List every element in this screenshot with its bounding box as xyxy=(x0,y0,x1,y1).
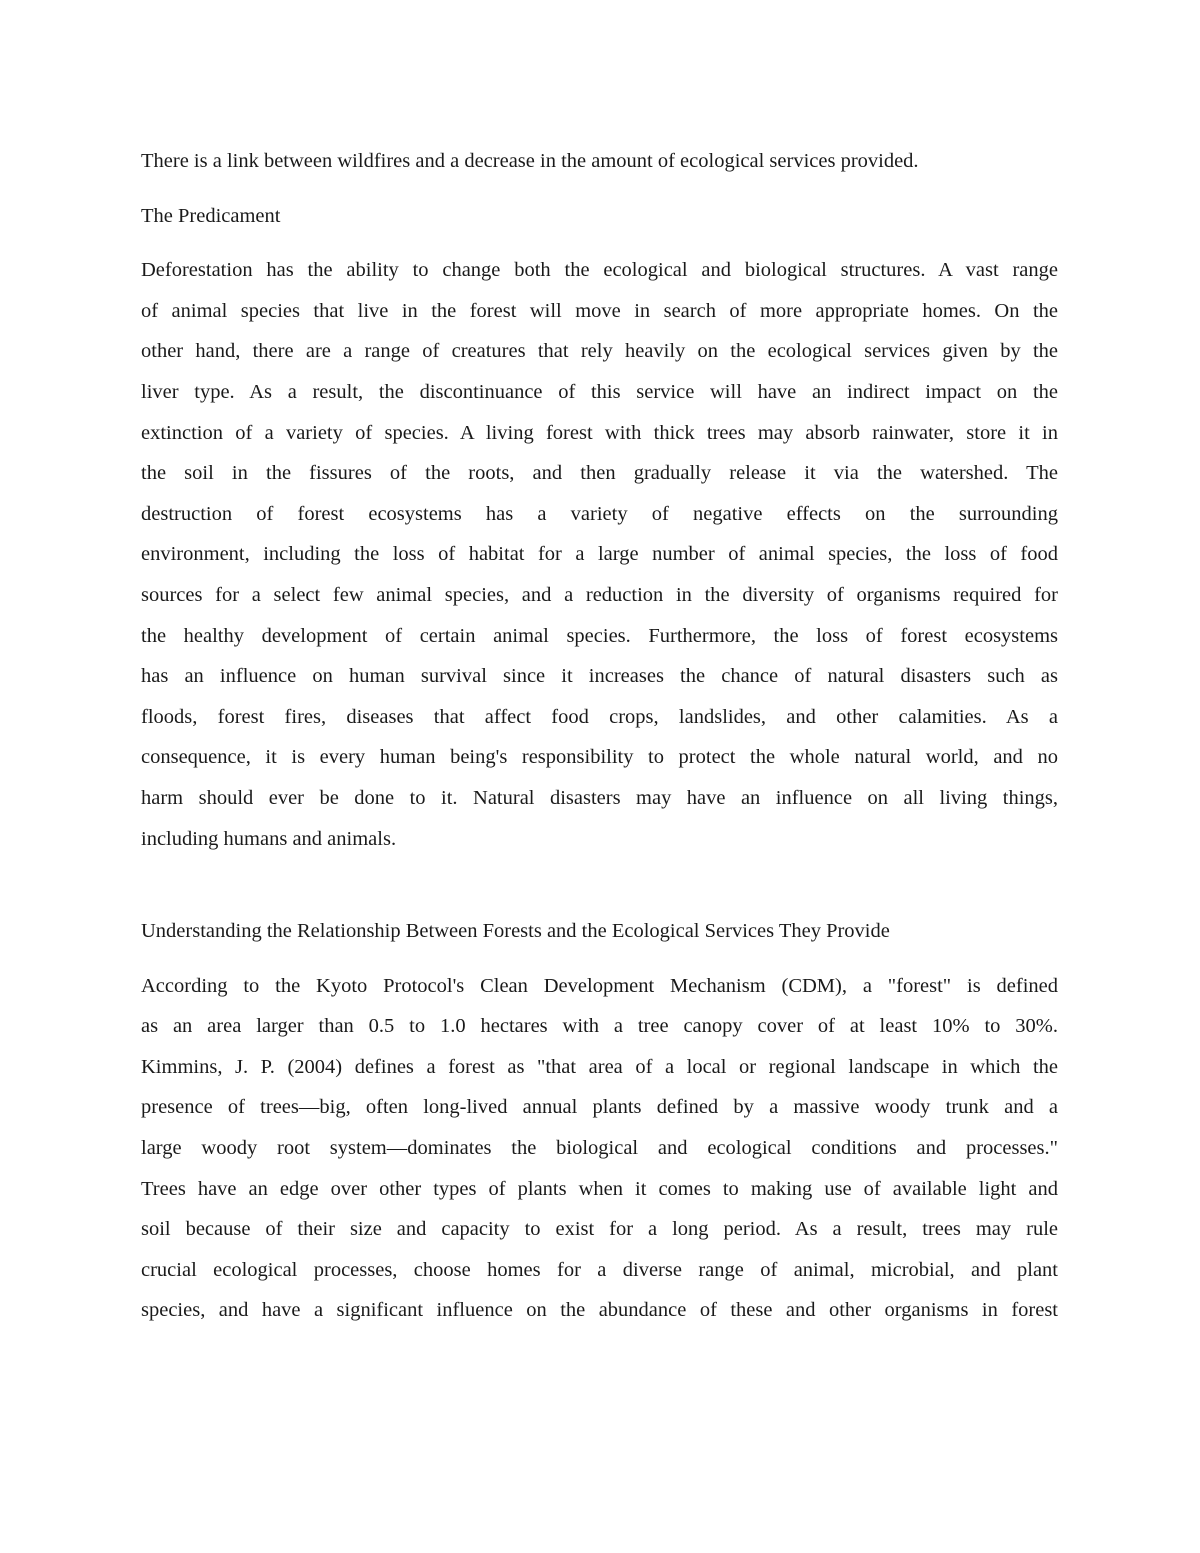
paragraph-line: including humans and animals. xyxy=(141,827,397,850)
paragraph-line: destruction of forest ecosystems has a variety of negative effects on the surrounding xyxy=(141,502,1058,525)
intro-sentence: There is a link between wildfires and a decrease in the amount of ecological services provided. xyxy=(141,150,919,172)
paragraph-line: Deforestation has the ability to change both the ecological and biological structures. A vast range xyxy=(141,259,1058,282)
paragraph-line: crucial ecological processes, choose homes for a diverse range of animal, microbial, and plant xyxy=(141,1258,1058,1281)
predicament-paragraph xyxy=(141,250,1058,859)
paragraph-line: extinction of a variety of species. A living forest with thick trees may absorb rainwater, store it in xyxy=(141,421,1058,444)
section-heading-predicament: The Predicament xyxy=(141,204,281,227)
section-heading-relationship: Understanding the Relationship Between Forests and the Ecological Services They Provide xyxy=(141,920,890,943)
paragraph-line: presence of trees—big, often long-lived annual plants defined by a massive woody trunk and a xyxy=(141,1096,1058,1119)
paragraph-line: the soil in the fissures of the roots, and then gradually release it via the watershed. The xyxy=(141,462,1058,485)
paragraph-line: Kimmins, J. P. (2004) defines a forest as "that area of a local or regional landscape in which the xyxy=(141,1055,1058,1078)
paragraph-line: large woody root system—dominates the biological and ecological conditions and processes." xyxy=(141,1137,1058,1160)
paragraph-line: as an area larger than 0.5 to 1.0 hectares with a tree canopy cover of at least 10% to 30%. xyxy=(141,1015,1058,1038)
document-body xyxy=(141,141,1058,1331)
paragraph-line: floods, forest fires, diseases that affect food crops, landslides, and other calamities. As a xyxy=(141,705,1058,728)
paragraph-line: liver type. As a result, the discontinuance of this service will have an indirect impact on the xyxy=(141,380,1058,403)
paragraph-line: other hand, there are a range of creatures that rely heavily on the ecological services given by the xyxy=(141,340,1058,363)
paragraph-line: sources for a select few animal species, and a reduction in the diversity of organisms required for xyxy=(141,583,1058,606)
paragraph-line: environment, including the loss of habitat for a large number of animal species, the loss of food xyxy=(141,543,1058,566)
paragraph-line: consequence, it is every human being's responsibility to protect the whole natural world, and no xyxy=(141,746,1058,769)
paragraph-line: According to the Kyoto Protocol's Clean Development Mechanism (CDM), a "forest" is defined xyxy=(141,974,1058,997)
paragraph-line: soil because of their size and capacity to exist for a long period. As a result, trees may rule xyxy=(141,1218,1058,1241)
paragraph-line: harm should ever be done to it. Natural disasters may have an influence on all living things, xyxy=(141,786,1058,809)
paragraph-line: of animal species that live in the forest will move in search of more appropriate homes. On the xyxy=(141,299,1058,322)
relationship-paragraph xyxy=(141,966,1058,1331)
paragraph-line: species, and have a significant influence on the abundance of these and other organisms in forest xyxy=(141,1299,1058,1322)
section-spacer xyxy=(141,859,1058,911)
paragraph-line: Trees have an edge over other types of plants when it comes to making use of available light and xyxy=(141,1177,1058,1200)
paragraph-line: the healthy development of certain animal species. Furthermore, the loss of forest ecosystems xyxy=(141,624,1058,647)
paragraph-line: has an influence on human survival since it increases the chance of natural disasters such as xyxy=(141,665,1058,688)
